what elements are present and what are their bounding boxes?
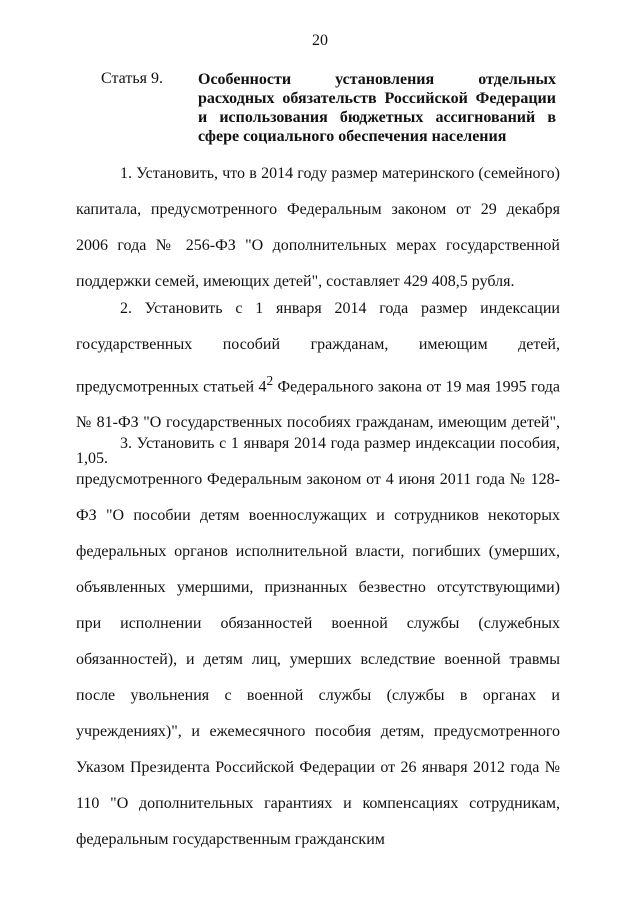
page-number: 20 (312, 32, 328, 49)
paragraph-3: 3. Установить с 1 января 2014 года размер индексации пособия, предусмотренного Федеральным законом от 4 июня 2011 года № 128-ФЗ "О пособии детям военнослужащих и сотрудников некоторых федеральных органов исполнительной власти, погибших (умерших, объявленных умершими, признанных безвестно отсутствующими) при исполнении обязанностей военной службы (служебных обязанностей), и детям лиц, умерших вследствие военной травмы после увольнения с военной службы (службы в органах и учреждениях)", и ежемесячного пособия детям, предусмотренного Указом Президента Российской Федерации от 26 января 2012 года № 110 "О дополнительных гарантиях и компенсациях сотрудникам, федеральным государственным гражданским (76, 435, 560, 848)
paragraph-2-text-start: 2. Установить с 1 января 2014 года размер индексации государственных пособий гражданам, имеющим детей, предусмотренных статьей 4 (76, 300, 560, 396)
article-title: Особенности установления отдельных расходных обязательств Российской Федерации и использования бюджетных ассигнований в сфере социального обеспечения населения (198, 71, 556, 145)
paragraph-1: 1. Установить, что в 2014 году размер материнского (семейного) капитала, предусмотренного Федеральным законом от 29 декабря 2006 года № 256-ФЗ "О дополнительных мерах государственной поддержки семей, имеющих детей", составляет 429 408,5 рубля. (76, 165, 560, 290)
paragraph-2-superscript: 2 (266, 373, 274, 388)
article-label: Статья 9. (101, 70, 163, 87)
paragraph-2-text-end: Федерального закона от 19 мая 1995 года № 81-ФЗ "О государственных пособиях гражданам, имеющим детей", 1,05. (76, 378, 560, 468)
